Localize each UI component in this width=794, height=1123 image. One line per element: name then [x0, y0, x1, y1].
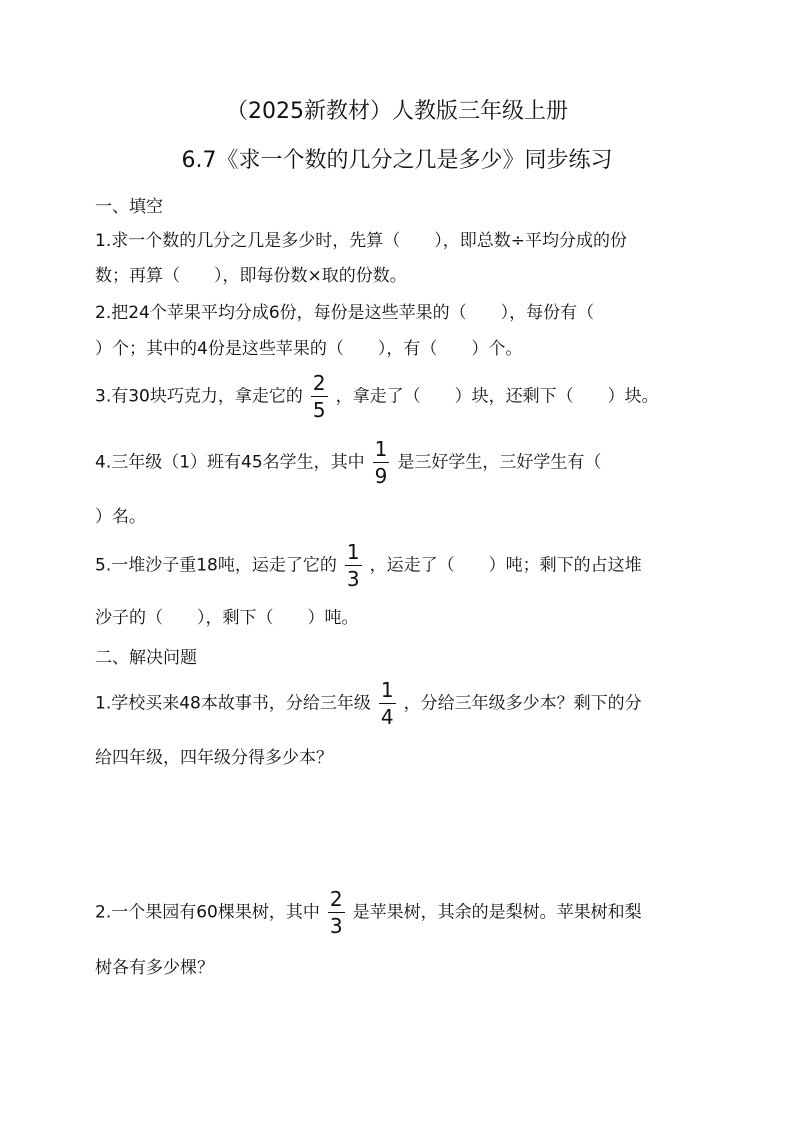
- question-3: [95, 372, 659, 421]
- problem-2-line-2: 树各有多少棵？: [95, 958, 214, 978]
- problem-2-text-end: 是苹果树，其余的是梨树。苹果树和梨: [352, 902, 642, 923]
- question-3-text-end: ，拿走了（ ）块，还剩下（ ）块。: [335, 386, 659, 407]
- fraction-1-4: $\frac{1}{4}$: [380, 678, 394, 729]
- question-5-text-start: 5.一堆沙子重18吨，运走了它的: [95, 555, 337, 576]
- fraction-2-5: $\frac{2}{5}$: [312, 371, 326, 422]
- problem-2-line-1: [95, 888, 642, 937]
- page-title: （2025新教材）人教版三年级上册: [226, 99, 568, 124]
- question-4-line-2: ）名。: [95, 507, 146, 527]
- question-2-line-2: ）个；其中的4份是这些苹果的（ ），有（ ）个。: [95, 339, 523, 359]
- fraction-1-3: $\frac{1}{3}$: [346, 540, 360, 591]
- question-5-line-1: [95, 541, 642, 590]
- question-4-line-1: [95, 438, 601, 487]
- problem-2-text-start: 2.一个果园有60棵果树，其中: [95, 902, 320, 923]
- fraction-2-3: $\frac{2}{3}$: [329, 887, 343, 938]
- question-2-line-1: 2.把24个苹果平均分成6份，每份是这些苹果的（ ），每份有（: [95, 303, 595, 323]
- question-5-text-end: ，运走了（ ）吨；剩下的占这堆: [369, 555, 642, 576]
- section-heading-problems: 二、解决问题: [95, 648, 197, 668]
- question-5-line-2: 沙子的（ ），剩下（ ）吨。: [95, 608, 359, 628]
- problem-1-text-start: 1.学校买来48本故事书，分给三年级: [95, 693, 371, 714]
- fraction-1-9: $\frac{1}{9}$: [374, 437, 388, 488]
- question-3-text-start: 3.有30块巧克力，拿走它的: [95, 386, 303, 407]
- question-1-line-2: 数；再算（ ），即每份数×取的份数。: [95, 266, 407, 286]
- problem-1-text-end: ，分给三年级多少本？剩下的分: [403, 693, 642, 714]
- problem-1-line-2: 给四年级，四年级分得多少本？: [95, 748, 333, 768]
- question-1-line-1: 1.求一个数的几分之几是多少时，先算（ ），即总数÷平均分成的份: [95, 231, 627, 251]
- question-4-text-start: 4.三年级（1）班有45名学生，其中: [95, 452, 365, 473]
- page-subtitle: 6.7《求一个数的几分之几是多少》同步练习: [181, 148, 613, 173]
- question-4-text-end: 是三好学生，三好学生有（: [397, 452, 602, 473]
- section-heading-fill-blank: 一、填空: [95, 197, 163, 217]
- problem-1-line-1: [95, 679, 642, 728]
